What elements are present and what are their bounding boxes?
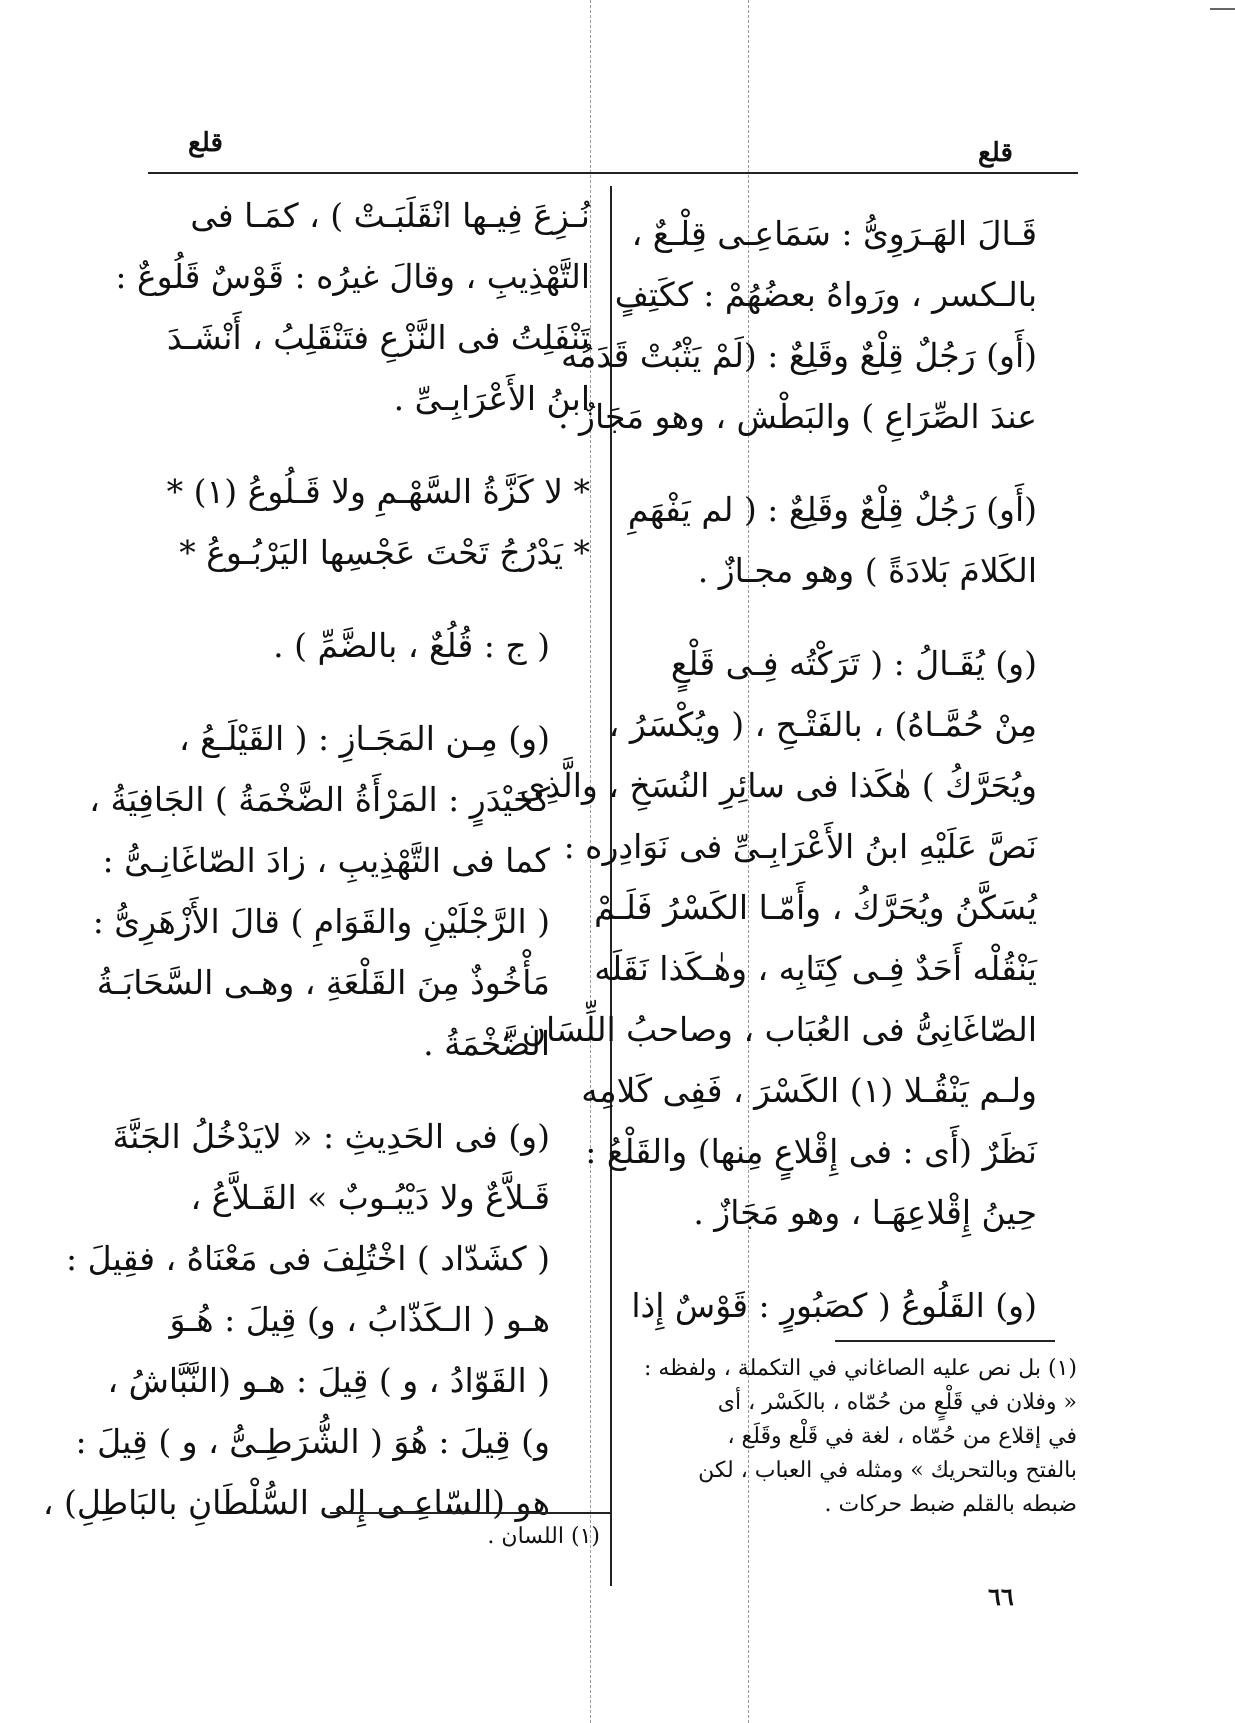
- verse-line: * يَدْرُجُ تَحْتَ عَجْسِها اليَرْبُـوعُ *: [179, 533, 590, 572]
- text-line: مَأْخُوذٌ مِنَ القَلْعَةِ ، وهـى السَّحَابَـةُ: [96, 963, 550, 1002]
- text-line: يُسَكَّنُ ويُحَرَّكُ ، وأَمّـا الكَسْرُ فَلَـمْ: [594, 888, 1037, 927]
- text-line: ابنُ الأَعْرَابِـىِّ .: [393, 379, 590, 418]
- text-line: ( ج : قُلُعٌ ، بالضَّمِّ ) .: [273, 626, 550, 665]
- text-line: هو (السّاعِـى إِلى السُّلْطَانِ بالبَاطِلِ) ،: [42, 1483, 550, 1522]
- footnote-line: ضبطه بالقلم ضبط حركات .: [824, 1492, 1077, 1517]
- text-line: حِينُ إِقْلاعِهَـا ، وهو مَجَازٌ .: [693, 1193, 1037, 1232]
- text-line: نَظَرٌ (أَى : فى إِقْلاعٍ مِنها) والقَلْعُ :: [585, 1132, 1037, 1171]
- header-rule: [148, 172, 1078, 174]
- footnote-line: (١) بل نص عليه الصاغاني في التكملة ، ولفظه :: [644, 1356, 1077, 1381]
- text-line: التَّهْذِيبِ ، وقالَ غيرُه : قَوْسٌ قَلُوعٌ :: [115, 257, 590, 296]
- text-line: (و) فى الحَدِيثِ : « لايَدْخُلُ الجَنَّةَ: [112, 1117, 550, 1156]
- text-line: الكَلامَ بَلادَةً ) وهو مجـازٌ .: [697, 551, 1037, 590]
- left-column: [42, 185, 590, 1533]
- text-line: (و) يُقَـالُ : ( تَرَكْتُه فِـى قَلْعٍ: [670, 644, 1037, 683]
- text-line: نُـزِعَ فِيـها انْقَلَبَـتْ ) ، كمَـا فى: [190, 196, 590, 235]
- corner-mark: [1210, 8, 1235, 10]
- text-line: عندَ الصِّرَاعِ ) والبَطْش ، وهو مَجَازٌ .: [558, 397, 1037, 436]
- footnote-right: [637, 1352, 1077, 1522]
- entry-paragraph: [115, 185, 590, 429]
- text-line: الضَّخْمَةُ .: [423, 1024, 550, 1063]
- text-line: ( كشَدّاد ) اخْتُلِفَ فى مَعْنَاهُ ، فقِيلَ :: [66, 1239, 550, 1278]
- page-number: ٦٦: [988, 1582, 1014, 1611]
- entry-paragraph: [89, 708, 590, 1074]
- entry-paragraph: [500, 633, 1077, 1243]
- text-line: (و) مِـن المَجَـازِ : ( القَيْلَـعُ ،: [178, 719, 550, 758]
- text-line: ويُحَرَّكُ ) هٰكَذا فى سائِرِ النُسَخِ ، والَّذِى: [519, 766, 1037, 805]
- verse-block: [145, 461, 590, 583]
- footnote-left: [300, 1520, 600, 1554]
- text-line: كحَيْدَرٍ : المَرْأَةُ الضَّخْمَةُ ) الجَافِيَةُ ،: [89, 780, 550, 819]
- entry-paragraph: [42, 1106, 590, 1533]
- footnote-line: « وفلان في قَلْعٍ من حُمّاه ، بالكَسْر ، أى: [717, 1390, 1077, 1415]
- text-line: هـو ( الـكَذّابُ ، و) قِيلَ : هُـوَ: [169, 1300, 550, 1339]
- text-line: تَنْفَلِتُ فى النَّزْعِ فتَنْقَلِبُ ، أَنْشَـدَ: [166, 318, 590, 357]
- text-line: قَـلاَّعٌ ولا دَيْبُـوبٌ » القَـلاَّعُ ،: [190, 1178, 550, 1217]
- text-line: بالـكسر ، ورَواهُ بعضُهُمْ : ككَتِفٍ: [614, 275, 1037, 314]
- entry-paragraph: [558, 203, 1077, 447]
- text-line: نَصَّ عَلَيْهِ ابنُ الأَعْرَابِـىِّ فى نَوَادِره :: [563, 827, 1037, 866]
- text-line: كما فى التَّهْذِيبِ ، زادَ الصّاغَانِـىُّ :: [102, 841, 550, 880]
- text-line: (و) القَلُوعُ ( كصَبُورٍ : قَوْسٌ إِذا: [631, 1286, 1037, 1325]
- text-line: و) قِيلَ : هُوَ ( الشُّرَطِـىُّ ، و ) قِيلَ :: [75, 1422, 550, 1461]
- footnote-rule: [330, 1512, 610, 1514]
- entry-paragraph: [145, 615, 590, 676]
- footnote-line: بالفتح وبالتحريك » ومثله في العباب ، لكن: [698, 1458, 1077, 1483]
- footnote-line: في إقلاع من حُمّاه ، لغة في قَلْع وقَلَع ،: [727, 1424, 1077, 1449]
- entry-paragraph: [631, 1275, 1077, 1336]
- text-line: يَنْقُلْه أَحَدٌ فِـى كِتَابِه ، وهٰـكَذا نَقَلَه: [594, 949, 1037, 988]
- text-line: ( الرَّجْلَيْنِ والقَوَامِ ) قالَ الأَزْهَرِىُّ :: [92, 902, 550, 941]
- entry-paragraph: [627, 479, 1077, 601]
- running-head-right: قلع: [978, 138, 1013, 168]
- text-line: (أَو) رَجُلٌ قِلْعٌ وقَلِعٌ : ( لم يَفْهَمِ: [627, 490, 1037, 529]
- text-line: (أَو) رَجُلٌ قِلْعٌ وقَلِعٌ : (لَمْ يَثْبُتْ قَدَمُه: [560, 336, 1037, 375]
- text-line: الصّاغَانِىُّ فى العُبَاب ، وصاحبُ اللِّسَان ،: [500, 1010, 1037, 1049]
- right-column: [500, 203, 1077, 1336]
- footnote-rule: [835, 1340, 1055, 1342]
- text-line: قَـالَ الهَـرَوِىُّ : سَمَاعِـى قِلْـعٌ ،: [631, 214, 1037, 253]
- text-line: ( القَوّادُ ، و ) قِيلَ : هـو (النَّبَّاشُ ،: [107, 1361, 550, 1400]
- footnote-line: (١) اللسان .: [487, 1524, 600, 1549]
- verse-line: * لا كَزَّةُ السَّهْـمِ ولا قَـلُوعُ (١) *: [166, 472, 590, 511]
- running-head-left: قلع: [188, 128, 223, 158]
- text-line: مِنْ حُمَّـاهُ) ، بالفَتْـحِ ، ( ويُكْسَرُ ،: [608, 705, 1037, 744]
- text-line: ولـم يَنْقُـلا (١) الكَسْرَ ، فَفِى كَلامِه: [581, 1071, 1037, 1110]
